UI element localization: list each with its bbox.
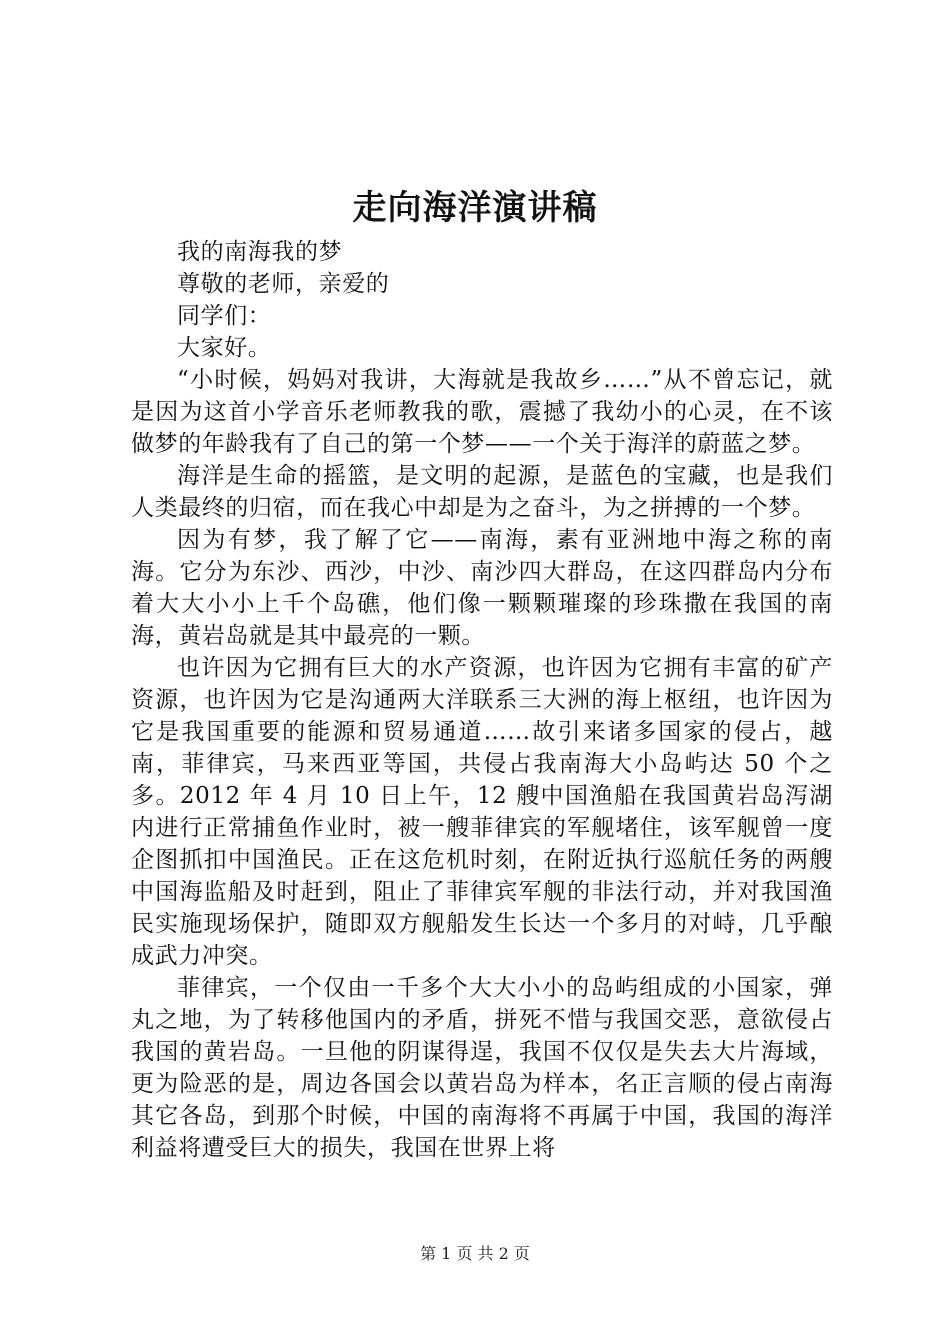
paragraph-subtitle: 我的南海我的梦 <box>177 239 343 265</box>
document-body <box>131 236 833 1164</box>
paragraph-body: 也许因为它拥有巨大的水产资源，也许因为它拥有丰富的矿产资源，也许因为它是沟通两大洋联系三大洲的海上枢纽，也许因为它是我国重要的能源和贸易通道……故引来诸多国家的侵占，越南，菲律宾，马来西亚等国，共侵占我南海大小岛屿达 50 个之多。2012 年 4 月 10 日上午，12 艘中国渔船在我国黄岩岛泻湖内进行正常捕鱼作业时，被一艘菲律宾的军舰堵住，该军舰曾一度企图抓扣中国渔民。正在这危机时刻，在附近执行巡航任务的两艘中国海监船及时赶到，阻止了菲律宾军舰的非法行动，并对我国渔民实施现场保护，随即双方舰船发生长达一个多月的对峙，几乎酿成武力冲突。 <box>131 655 833 969</box>
paragraph-body: 菲律宾，一个仅由一千多个大大小小的岛屿组成的小国家，弹丸之地，为了转移他国内的矛盾，拼死不惜与我国交恶，意欲侵占我国的黄岩岛。一旦他的阴谋得逞，我国不仅仅是失去大片海域，更为险恶的是，周边各国会以黄岩岛为样本，名正言顺的侵占南海其它各岛，到那个时候，中国的南海将不再属于中国，我国的海洋利益将遭受巨大的损失，我国在世界上将 <box>131 975 833 1161</box>
paragraph-salutation: 尊敬的老师，亲爱的 <box>177 271 390 297</box>
paragraph-greeting: 大家好。 <box>177 335 272 361</box>
page-number-footer: 第 1 页 共 2 页 <box>420 1244 530 1263</box>
paragraph-body: 海洋是生命的摇篮，是文明的起源，是蓝色的宝藏，也是我们人类最终的归宿，而在我心中却是为之奋斗，为之拼搏的一个梦。 <box>131 463 833 521</box>
paragraph-body: 因为有梦，我了解了它——南海，素有亚洲地中海之称的南海。它分为东沙、西沙，中沙、南沙四大群岛，在这四群岛内分布着大大小小上千个岛礁，他们像一颗颗璀璨的珍珠撒在我国的南海，黄岩岛就是其中最亮的一颗。 <box>131 527 833 649</box>
paragraph-salutation-continued: 同学们： <box>177 303 272 329</box>
document-title: 走向海洋演讲稿 <box>352 188 598 228</box>
paragraph-body: “小时候，妈妈对我讲，大海就是我故乡……”从不曾忘记，就是因为这首小学音乐老师教我的歌，震撼了我幼小的心灵，在不该做梦的年龄我有了自己的第一个梦——一个关于海洋的蔚蓝之梦。 <box>131 367 833 457</box>
